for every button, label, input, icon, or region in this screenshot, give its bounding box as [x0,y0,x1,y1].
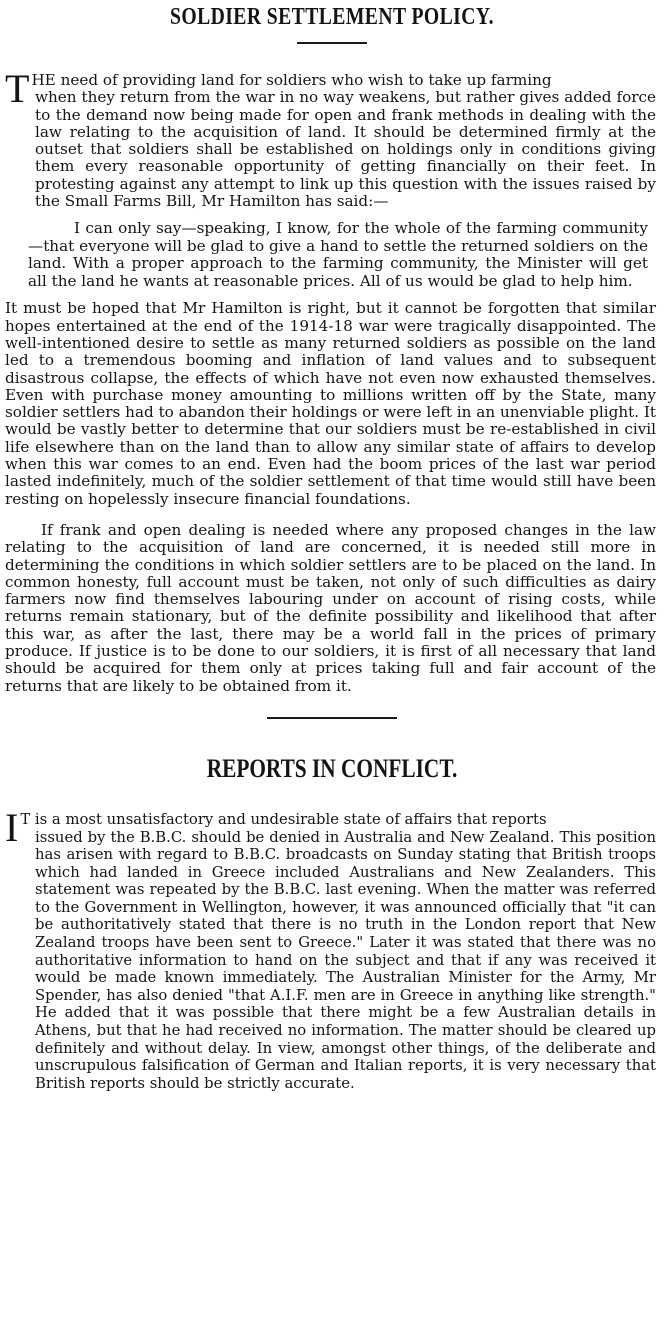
opening-paragraph [5,66,656,211]
opening-paragraph [5,804,656,1093]
opening-line: T is a most unsatisfactory and undesirable state of affairs that reports [20,810,547,828]
block-quote [5,220,656,290]
drop-cap: I [5,804,19,850]
paragraph: It must be hoped that Mr Hamilton is right, but it cannot be forgotten that similar hopes entertained at the end of the 1914-18 war were tragically disappointed. The well-intentioned desire to settle as many returned soldiers as possible on the land led to a tremendous booming and inflation of land values and to subsequent disastrous collapse, the effects of which have not even now exhausted themselves. Even with purchase money amounting to millions written off by the State, many soldier settlers had to abandon their holdings or were left in an unenviable plight. It would be vastly better to determine that our soldiers must be re-established in civil life elsewhere than on the land than to allow any similar state of affairs to develop when this war comes to an end. Even had the boom prices of the last war period lasted indefinitely, much of the soldier settlement of that time would still have been resting on hopelessly insecure financial foundations. [5,299,656,508]
title-rule [297,42,367,44]
article-reports-in-conflict [0,753,664,1093]
opening-paragraph-text: issued by the B.B.C. should be denied in Australia and New Zealand. This position has arisen with regard to B.B.C. broadcasts on Sunday stating that British troops which had landed in Greece included Australians and New Zealanders. This statement was repeated by the B.B.C. last evening. When the matter was referred to the Government in Wellington, however, it was announced officially that "it can be authoritatively stated that there is no truth in the London report that New Zealand troops have been sent to Greece." Later it was stated that there was no authoritative information to hand on the subject and that if any was received it would be made known immediately. The Australian Minister for the Army, Mr Spender, has also denied "that A.I.F. men are in Greece in anything like strength." He added that it was possible that there might be a few Australian details in Athens, but that he had received no information. The matter should be cleared up definitely and without delay. In view, amongst other things, of the deliberate and unscrupulous falsification of German and Italian reports, it is very necessary that British reports should be strictly accurate. [35,828,656,1092]
section-divider [267,717,397,719]
paragraph: If frank and open dealing is needed where any proposed changes in the law relating to the acquisition of land are concerned, it is needed still more in determining the conditions in which soldier settlers are to be placed on the land. In common honesty, full account must be taken, not only of such difficulties as dairy farmers now find themselves labouring under on account of rising costs, while returns remain stationary, but of the definite possibility and likelihood that after this war, as after the last, there may be a world fall in the prices of primary produce. If justice is to be done to our soldiers, it is first of all necessary that land should be acquired for them only at prices taking full and fair account of the returns that are likely to be obtained from it. [5,520,656,695]
article-body [0,804,664,1093]
quote-text: I can only say—speaking, I know, for the whole of the farming community—that everyone will be glad to give a hand to settle the returned soldiers on the land. With a proper approach to the farming community, the Minister will get all the land he wants at reasonable prices. All of us would be glad to help him. [28,219,648,290]
article-title: REPORTS IN CONFLICT. [206,753,458,783]
article-title: SOLDIER SETTLEMENT POLICY. [169,4,495,30]
article-body [0,66,664,695]
drop-cap: T [5,66,30,111]
opening-paragraph-text: when they return from the war in no way weakens, but rather gives added force to the demand now being made for open and frank methods in dealing with the law relating to the acquisition of land. It should be determined firmly at the outset that soldiers shall be established on holdings only in conditions giving them every reasonable opportunity of getting financially on their feet. In protesting against any attempt to link up this question with the issues raised by the Small Farms Bill, Mr Hamilton has said:— [35,88,656,211]
opening-line: HE need of providing land for soldiers who wish to take up farming [31,71,552,89]
